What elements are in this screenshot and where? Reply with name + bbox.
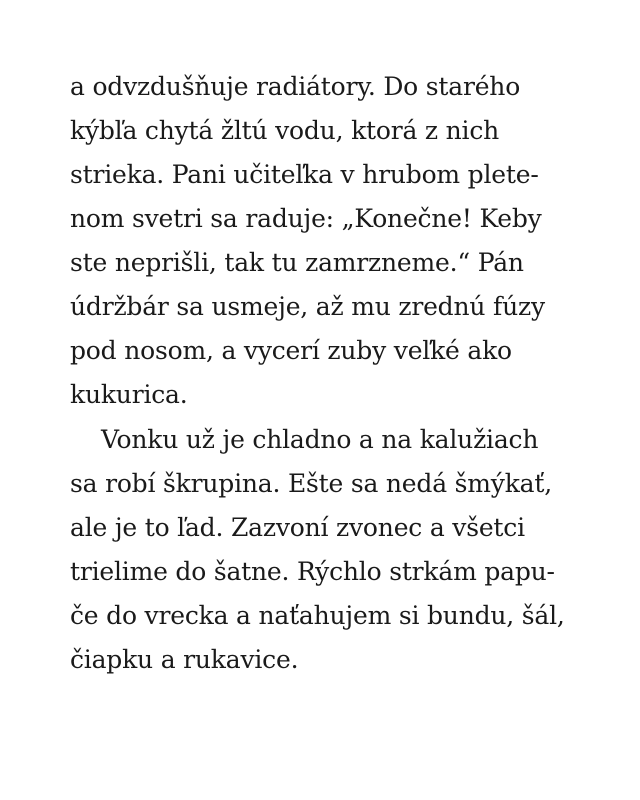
text-line: ste neprišli, tak tu zamrzneme.“ Pán xyxy=(70,248,524,277)
text-line: ale je to ľad. Zazvoní zvonec a všetci xyxy=(70,513,525,542)
text-line: kýbľa chytá žltú vodu, ktorá z nich xyxy=(70,116,500,145)
text-line: nom svetri sa raduje: „Konečne! Keby xyxy=(70,204,542,233)
text-line: Vonku už je chladno a na kalužiach xyxy=(101,425,539,454)
text-line: a odvzdušňuje radiátory. Do starého xyxy=(70,72,521,101)
text-line: sa robí škrupina. Ešte sa nedá šmýkať, xyxy=(70,469,552,498)
text-line: údržbár sa usmeje, až mu zrednú fúzy xyxy=(70,292,545,321)
text-line: kukurica. xyxy=(70,380,188,409)
text-line: pod nosom, a vycerí zuby veľké ako xyxy=(70,336,512,365)
text-line: čiapku a rukavice. xyxy=(70,645,299,674)
text-line: če do vrecka a naťahujem si bundu, šál, xyxy=(70,601,565,630)
text-line: trielime do šatne. Rýchlo strkám papu- xyxy=(70,557,555,586)
text-line: strieka. Pani učiteľka v hrubom plete- xyxy=(70,160,539,189)
